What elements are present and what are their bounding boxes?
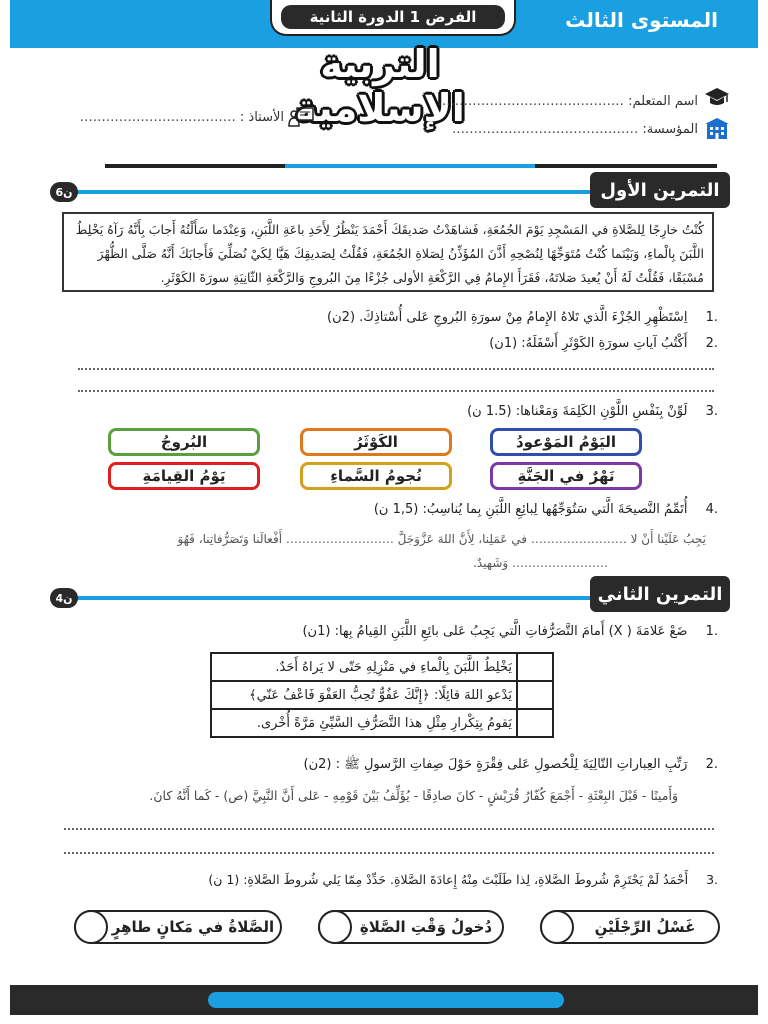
student-name-dots: ……………………………………. bbox=[437, 94, 624, 109]
ex2-question-3 bbox=[58, 872, 718, 887]
question-number: .3 bbox=[706, 872, 718, 887]
behaviour-table bbox=[210, 652, 554, 738]
option-clean-place[interactable] bbox=[74, 910, 282, 944]
question-text: لَوِّنْ بِنَفْسِ اللَّوْنِ الكَلِمَةَ وَمَعْناها: (1.5 ن) bbox=[467, 404, 688, 419]
exercise2-points: 4ن bbox=[50, 588, 78, 608]
fill-blank-line-2[interactable]: …………………… وَشَهيدٌ. bbox=[473, 556, 608, 570]
passage-text: كُنْتُ خارِجًا لِلصَّلاةِ في المَسْجِدِ يَوْمَ الجُمُعَةِ، فَشاهَدْتُ صَديقَكَ أَحْمَدَ يَنْظُرُ لِأَحَدِ باعَةِ اللَّبَنِ، وَعِنْدَما سَأَلْتُهُ أَجابَ بِأَنَّهُ رَآهُ يَخْلِطُ اللَّبَنَ بِالْماءِ، وَبَيْنَما كُنْتُ مُتَوَجِّهًا لِنُصْحِهِ أَذَّنَ المُؤَذِّنُ لِصَلاةِ الجُمُعَةِ، فَقُلْتُ لِصَديقِكَ هَيَّا لِكَيْ نُصَلِّيَ فَأَجابَكَ أَنَّهُ صَلَّى الظُّهْرَ مُسْبَقًا، فَقُلْتُ لَهُ أَنْ يُعيدَ صَلاتَهُ، فَقَرَأَ الإِمامُ فِي الرَّكْعَةِ الأولى جُزْءًا مِنَ البُروجِ وَالرَّكْعَةِ الثّانِيَةِ سورَةَ الكَوْثَرِ. bbox=[75, 222, 704, 285]
answer-line[interactable] bbox=[64, 828, 714, 830]
question-number: .2 bbox=[705, 336, 718, 351]
question-number: .2 bbox=[705, 757, 718, 772]
question-text: أُتَمِّمُ النَّصيحَةَ الَّتي سَتُوَجِّهُها لِبائِعِ اللَّبَنِ بِما يُناسِبُ: (1,5 ن) bbox=[373, 502, 688, 517]
table-cell-text: يَخْلِطُ اللَّبَنَ بِالْماءِ في مَنْزِلِهِ حَتّى لا يَراهُ أَحَدٌ. bbox=[211, 653, 517, 681]
exam-tab bbox=[270, 0, 516, 36]
table-row bbox=[211, 681, 553, 709]
question-number: .4 bbox=[705, 502, 718, 517]
student-name-field bbox=[378, 94, 698, 109]
fill-blank-line-1[interactable]: يَجِبُ عَلَيْنا أَنْ لا …………………… في عَمَلِنا، لِأَنَّ اللهَ عَزَّوَجَلَّ ……………………… أَفْعالَنا وَتَصَرُّفاتِنا، فَهُوَ bbox=[177, 532, 706, 546]
question-number: .1 bbox=[705, 624, 718, 639]
school-dots: ……………………………………. bbox=[452, 122, 639, 137]
ex1-question-1 bbox=[78, 310, 718, 325]
ex2-question-1 bbox=[58, 624, 718, 639]
option-label: دُخولُ وَقْتِ الصَّلاةِ bbox=[359, 918, 493, 936]
passage-box bbox=[62, 212, 714, 292]
checkbox-cell[interactable] bbox=[517, 653, 553, 681]
exercise2-title: التمرين الثاني bbox=[590, 576, 730, 612]
teacher-label: الأستاذ : bbox=[239, 110, 284, 125]
exercise2-line bbox=[52, 596, 592, 600]
teacher-field bbox=[48, 110, 284, 125]
footer-bar bbox=[208, 992, 564, 1008]
exercise1-points: 6ن bbox=[50, 182, 78, 202]
question-number: .1 bbox=[705, 310, 718, 325]
option-label: غَسْلُ الرِّجْلَيْنِ bbox=[594, 918, 696, 936]
header-divider bbox=[105, 164, 717, 168]
table-cell-text: يَقومُ بِتِكْرارِ مِثْلِ هذا التَّصَرُّفِ السَّيِّئِ مَرَّةً أُخْرى. bbox=[211, 709, 517, 737]
footer-band bbox=[10, 985, 758, 1015]
teacher-dots: ……………………………… bbox=[79, 110, 236, 125]
ex1-question-2 bbox=[78, 336, 718, 351]
meaning-box[interactable]: يَوْمُ القِيامَةِ bbox=[108, 462, 260, 490]
exercise1-title: التمرين الأول bbox=[590, 172, 730, 208]
option-circle[interactable] bbox=[318, 910, 352, 944]
school-label: المؤسسة: bbox=[642, 122, 698, 137]
question-text: ضَعْ عَلامَةَ ( X) أَمامَ التَّصَرُّفاتِ الَّتي يَجِبُ عَلى بائِعِ اللَّبَنِ القِيامُ بِها: (1ن) bbox=[302, 624, 688, 639]
meaning-box[interactable]: البُروجُ bbox=[108, 428, 260, 456]
question-text: أَكْتُبُ آياتِ سورَةِ الكَوْثَرِ أَسْفَلَهُ: (1ن) bbox=[489, 336, 688, 351]
option-prayer-time[interactable] bbox=[318, 910, 504, 944]
level-label: المستوى الثالث bbox=[565, 8, 718, 32]
option-wash-feet[interactable] bbox=[540, 910, 720, 944]
school-building-icon bbox=[704, 118, 730, 140]
exam-label: الفرض 1 الدورة الثانية bbox=[281, 5, 505, 29]
option-label: الصَّلاةُ في مَكانٍ طاهِرٍ bbox=[111, 918, 275, 936]
word-box[interactable]: نُجومُ السَّماءِ bbox=[300, 462, 452, 490]
checkbox-cell[interactable] bbox=[517, 681, 553, 709]
answer-line[interactable] bbox=[78, 390, 714, 392]
words-to-order: وَأَمينًا - قَبْلَ البِعْثَةِ - أَجْمَعَ كُفّارُ قُرَيْشٍ - كانَ صادِقًا - يُؤَلِّفُ بَيْنَ قَوْمِهِ - عَلى أَنَّ النَّبِيَّ (ص) - كَما أَنَّهُ كانَ. bbox=[149, 788, 678, 803]
ex1-question-3 bbox=[78, 404, 718, 419]
question-text: اِسْتَظْهِرِ الجُزْءَ الَّذي تَلاهُ الإِمامُ مِنْ سورَةِ البُروجِ عَلى أُسْتاذِكَ. (2ن) bbox=[327, 310, 688, 325]
table-row bbox=[211, 653, 553, 681]
ex2-question-2 bbox=[58, 756, 718, 775]
graduation-cap-icon bbox=[704, 86, 730, 108]
word-box[interactable]: نَهْرٌ في الجَنَّةِ bbox=[490, 462, 642, 490]
question-number: .3 bbox=[705, 404, 718, 419]
student-name-label: اسم المتعلم: bbox=[628, 94, 698, 109]
question-text: أَحْمَدُ لَمْ يَحْتَرِمْ شُروطَ الصَّلاةِ، لِذا طَلَبْتَ مِنْهُ إِعادَةَ الصَّلاةِ. حَدِّدْ مِمّا يَلي شُروطَ الصَّلاةِ: (1 ن) bbox=[208, 872, 689, 887]
answer-line[interactable] bbox=[78, 368, 714, 370]
checkbox-cell[interactable] bbox=[517, 709, 553, 737]
subject-title: التربية الإسلامية bbox=[295, 42, 465, 130]
word-box[interactable]: الكَوْثَرُ bbox=[300, 428, 452, 456]
word-box[interactable]: اليَوْمُ المَوْعودُ bbox=[490, 428, 642, 456]
answer-line[interactable] bbox=[64, 852, 714, 854]
ex1-question-4 bbox=[78, 502, 718, 517]
table-row bbox=[211, 709, 553, 737]
option-circle[interactable] bbox=[74, 910, 108, 944]
exercise1-line bbox=[52, 190, 592, 194]
question-text: رَتِّبِ العِباراتِ التّالِيَةَ لِلْحُصولِ عَلى فِقْرَةٍ حَوْلَ صِفاتِ الرَّسولِ ﷺ : (2ن) bbox=[303, 757, 688, 772]
school-field bbox=[378, 122, 698, 137]
option-circle[interactable] bbox=[540, 910, 574, 944]
teacher-board-icon bbox=[288, 106, 314, 128]
table-cell-text: يَدْعو اللهَ قائِلًا: ﴿إِنَّكَ عَفُوٌّ تُحِبُّ العَفْوَ فَاعْفُ عَنّي﴾ bbox=[211, 681, 517, 709]
